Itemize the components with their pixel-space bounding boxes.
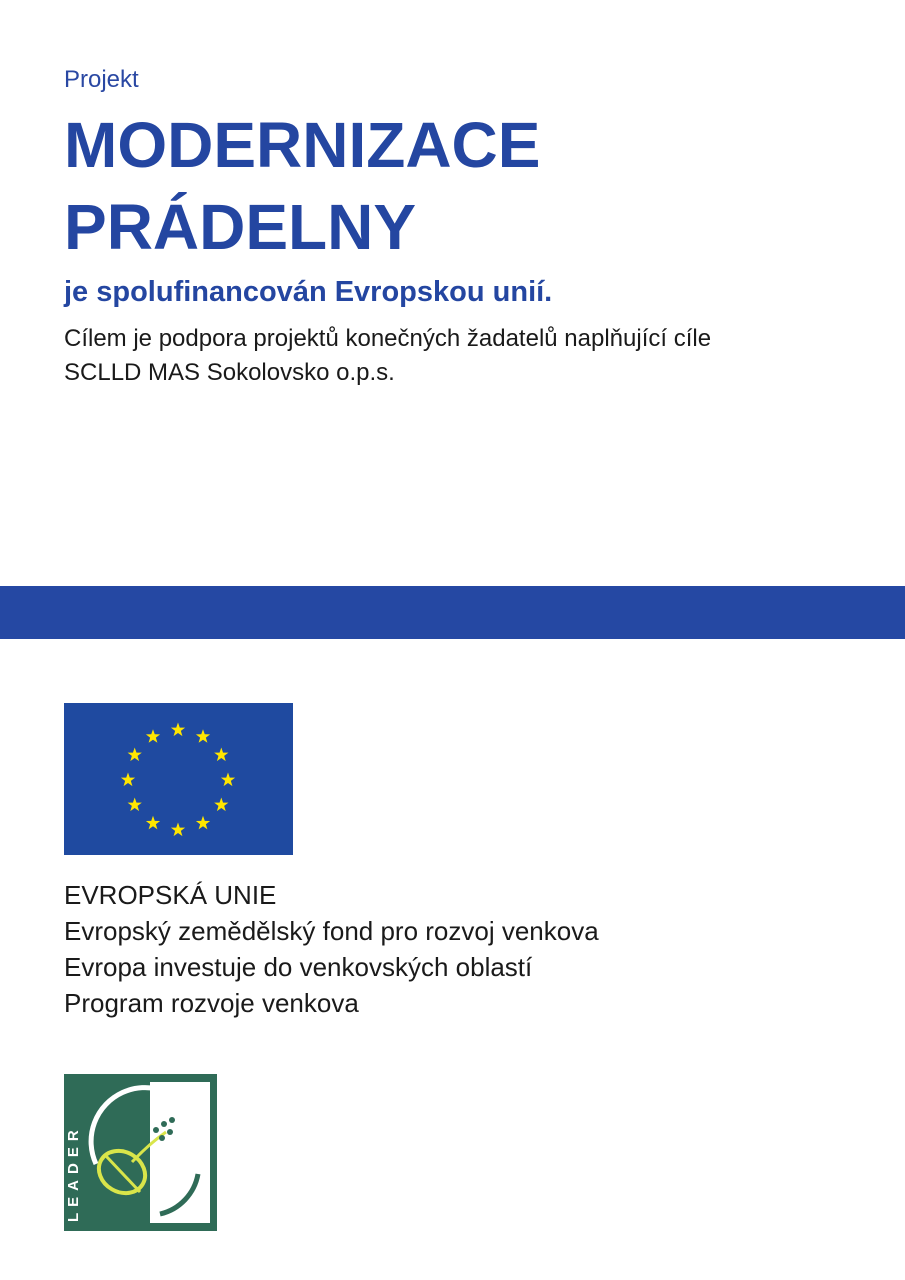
eu-line-2: Evropský zemědělský fond pro rozvoj venkova xyxy=(64,916,599,946)
eu-line-1: EVROPSKÁ UNIE xyxy=(64,880,277,910)
page-title xyxy=(64,104,540,268)
leader-logo xyxy=(64,1074,217,1231)
title-line-2: PRÁDELNY xyxy=(64,191,417,263)
description-line-2: SCLLD MAS Sokolovsko o.p.s. xyxy=(64,359,395,386)
title-line-1: MODERNIZACE xyxy=(64,109,541,181)
eu-line-3: Evropa investuje do venkovských oblastí xyxy=(64,952,533,982)
project-description xyxy=(64,322,711,390)
eu-line-4: Program rozvoje venkova xyxy=(64,988,359,1018)
subtitle: je spolufinancován Evropskou unií. xyxy=(64,276,553,308)
description-line-1: Cílem je podpora projektů konečných žadatelů naplňující cíle xyxy=(64,325,712,352)
eu-flag xyxy=(64,703,293,855)
blue-band xyxy=(0,586,905,639)
eu-text-block xyxy=(64,877,599,1021)
leader-wordmark: LEADER xyxy=(65,1124,82,1222)
project-label: Projekt xyxy=(64,66,139,93)
